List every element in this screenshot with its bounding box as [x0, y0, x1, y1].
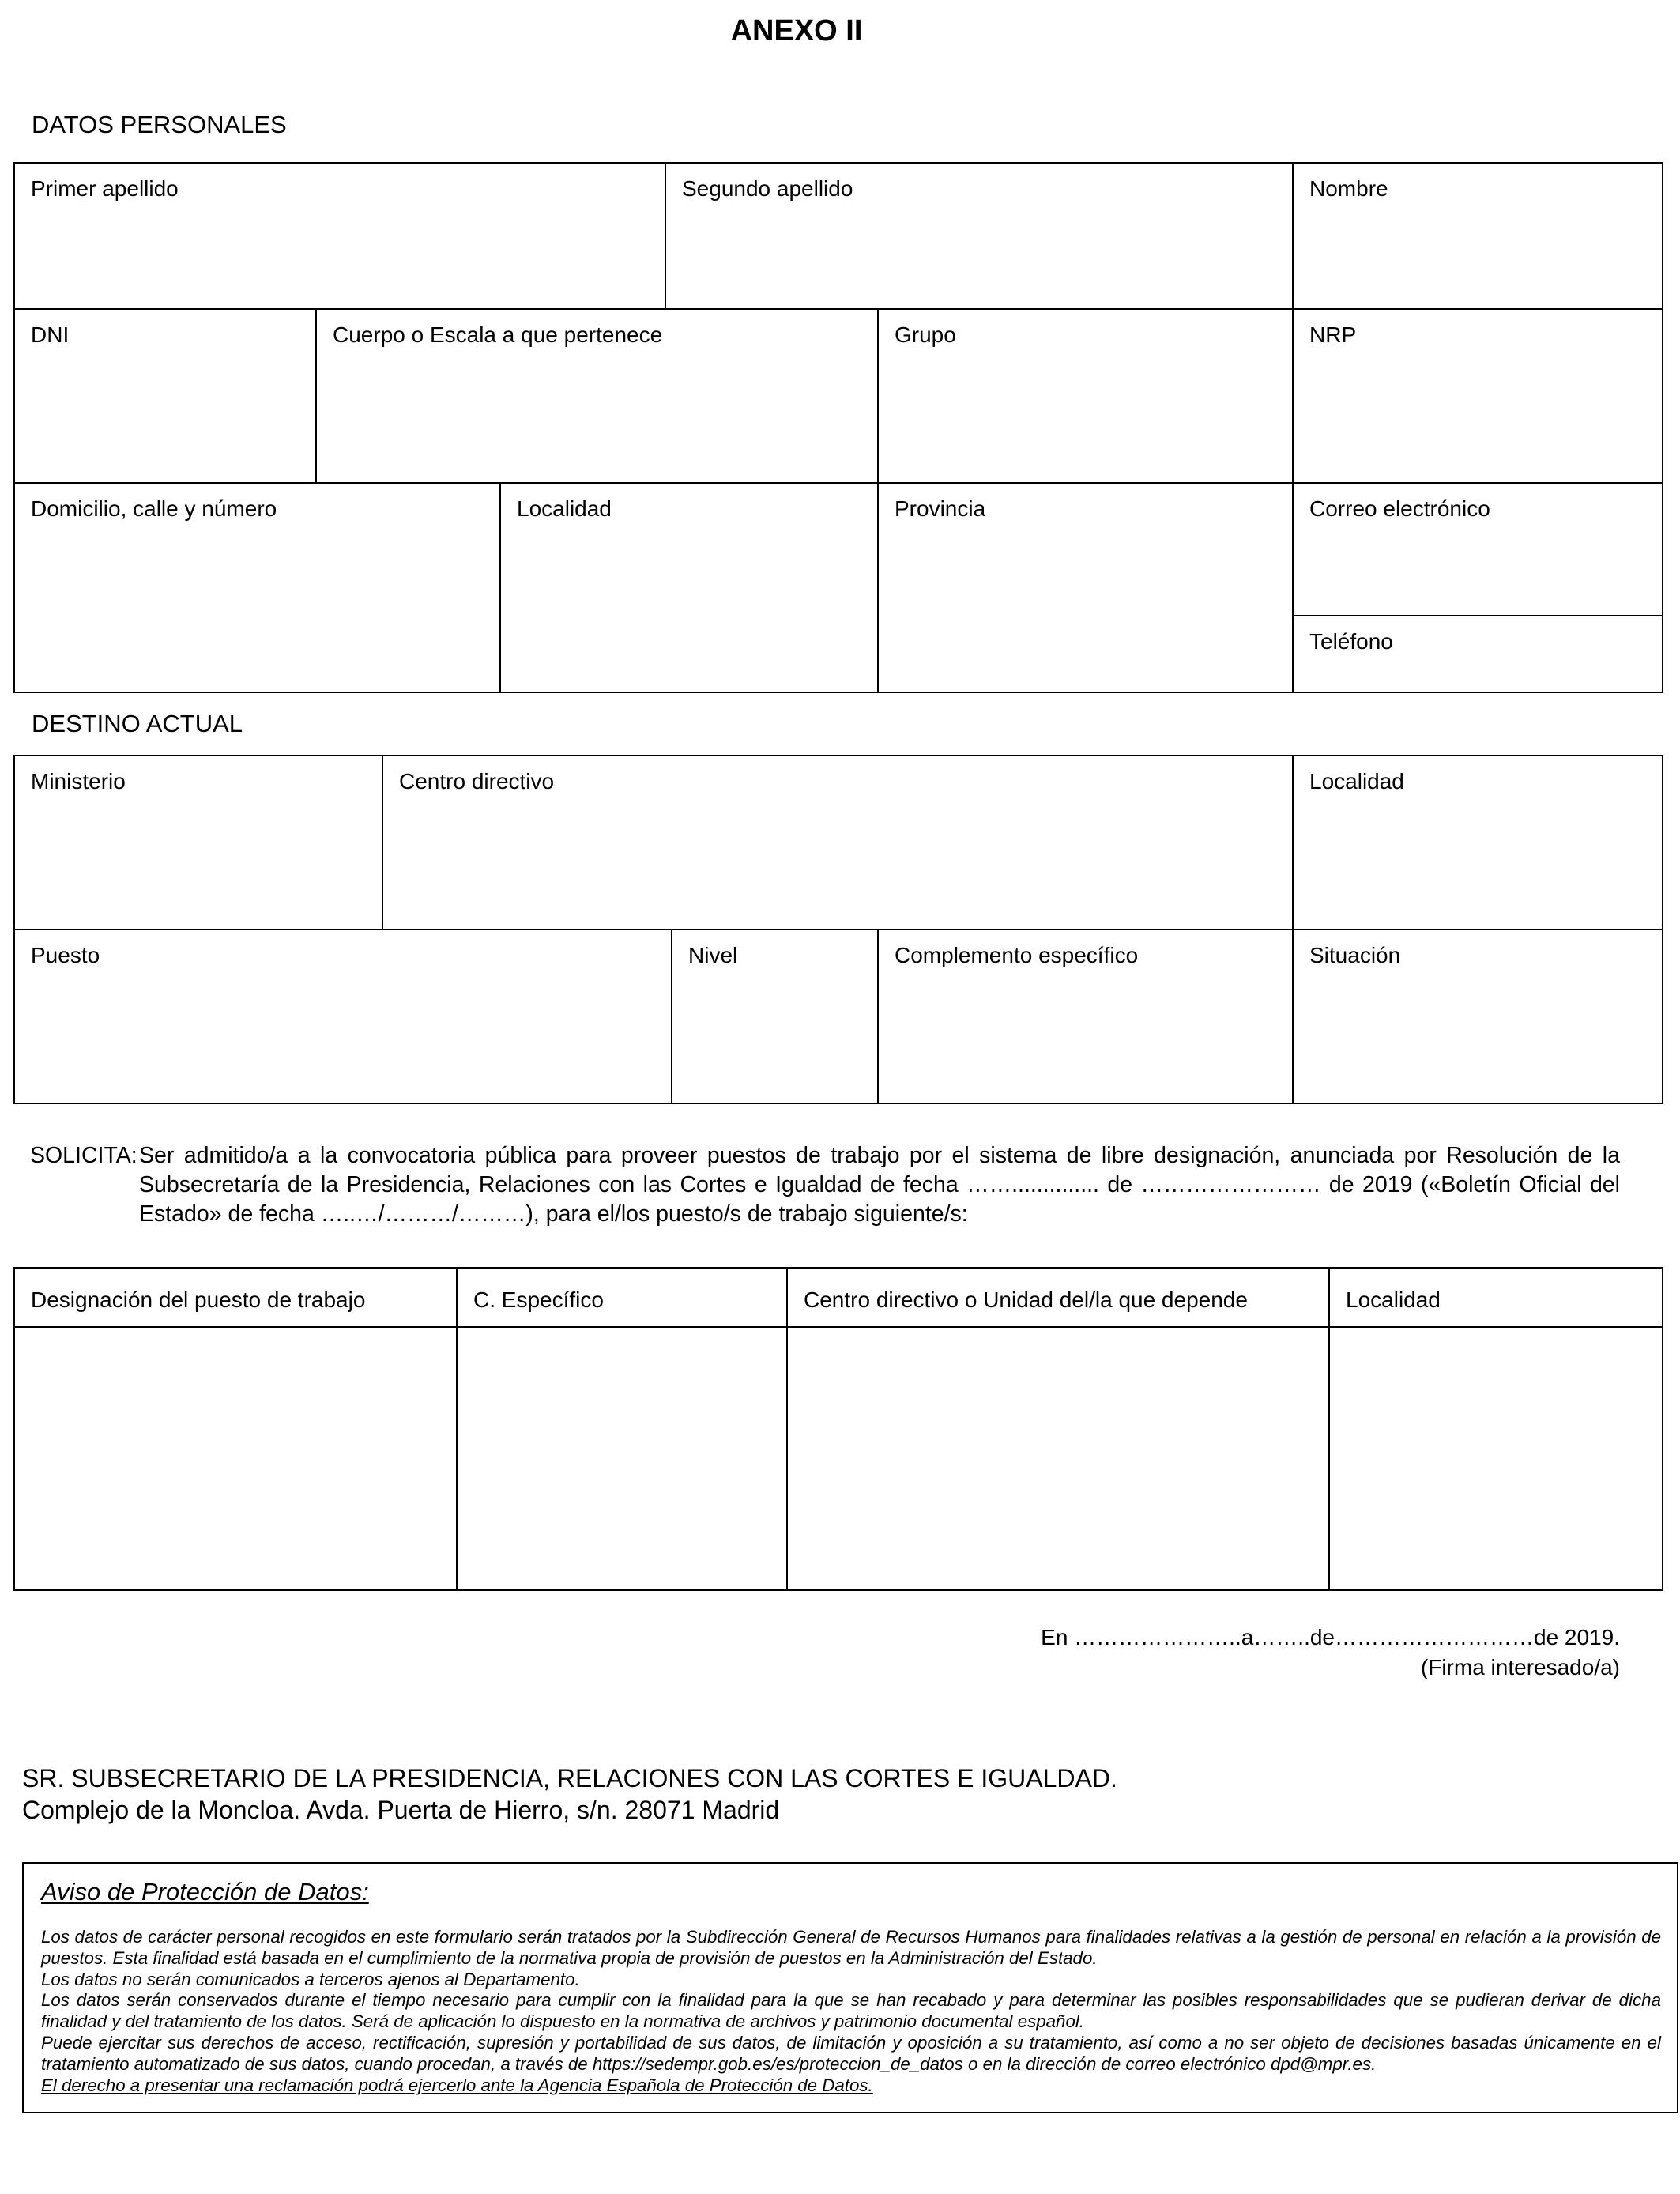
field-localidad[interactable] [501, 484, 879, 692]
destinatario-block [22, 1762, 1117, 1826]
firma-lugar-fecha: En …………………..a……..de………………………de 2019. [1041, 1625, 1620, 1649]
field-label: Localidad [517, 496, 612, 521]
solicita-text: Ser admitido/a a la convocatoria pública para proveer puestos de trabajo por el sistema de libre designación, anunciada por Resolución de la Subsecretaría de la Presidencia, Relaciones con las Cortes e Igualdad de fecha …….............. de …………………… de 2019 («Boletín Oficial del Estado» de fecha …..…/………/………), para el/los puesto/s de trabajo siguiente/s: [139, 1143, 1620, 1227]
aviso-paragraph: Los datos de carácter personal recogidos en este formulario serán tratados por la Subdirección General de Recursos Humanos para finalidades relativas a la gestión de personal en relación a la provisión de puestos. Esta finalidad está basada en el cumplimiento de la normativa propia de provisión de puestos en la Administración del Estado. [41, 1927, 1661, 1968]
field-label: Situación [1309, 943, 1401, 967]
field-ministerio[interactable] [15, 756, 383, 930]
table-header-c-especifico [458, 1269, 788, 1328]
field-centro-directivo[interactable] [383, 756, 1294, 930]
table-header-designacion [15, 1269, 458, 1328]
aviso-paragraph: El derecho a presentar una reclamación podrá ejercerlo ante la Agencia Española de Protección de Datos. [41, 2075, 873, 2095]
field-label: Localidad [1309, 769, 1404, 794]
field-situacion[interactable] [1294, 930, 1662, 1103]
field-nrp[interactable] [1294, 310, 1662, 484]
destinatario-direccion: Complejo de la Moncloa. Avda. Puerta de Hierro, s/n. 28071 Madrid [22, 1796, 780, 1824]
destino-actual-table [13, 755, 1663, 1104]
field-correo-electronico[interactable] [1294, 484, 1662, 616]
table-cell-designacion[interactable] [15, 1328, 458, 1589]
table-cell-c-especifico[interactable] [458, 1328, 788, 1589]
field-label: Teléfono [1309, 629, 1393, 654]
datos-personales-table [13, 162, 1663, 693]
field-provincia[interactable] [879, 484, 1294, 692]
field-localidad-destino[interactable] [1294, 756, 1662, 930]
field-label: Correo electrónico [1309, 496, 1490, 521]
aviso-paragraph: Puede ejercitar sus derechos de acceso, rectificación, supresión y portabilidad de sus datos, de limitación y oposición a su tratamiento, así como a no ser objeto de decisiones basadas únicamente en el tratamiento automatizado de sus datos, cuando procedan, a través de https://sedempr.gob.es/es/proteccion_de_datos o en la dirección de correo electrónico dpd@mpr.es. [41, 2032, 1661, 2074]
field-label: Grupo [895, 322, 956, 347]
field-dni[interactable] [15, 310, 317, 484]
field-puesto[interactable] [15, 930, 672, 1103]
field-cuerpo-escala[interactable] [317, 310, 879, 484]
aviso-paragraph: Los datos serán conservados durante el tiempo necesario para cumplir con la finalidad para la que se han recabado y para determinar las posibles responsabilidades que se pudieran derivar de dicha finalidad y del tratamiento de los datos. Será de aplicación lo dispuesto en la normativa de archivos y patrimonio documental español. [41, 1990, 1661, 2032]
section-destino-actual: DESTINO ACTUAL [32, 710, 243, 737]
destinatario-cargo: SR. SUBSECRETARIO DE LA PRESIDENCIA, RELACIONES CON LAS CORTES E IGUALDAD. [22, 1764, 1117, 1793]
table-cell-centro-directivo[interactable] [788, 1328, 1330, 1589]
aviso-heading: Aviso de Protección de Datos: [41, 1878, 369, 1906]
field-segundo-apellido[interactable] [666, 164, 1294, 310]
field-label: Nivel [688, 943, 738, 967]
field-label: Nombre [1309, 176, 1388, 201]
aviso-paragraph: Los datos no serán comunicados a terceros ajenos al Departamento. [41, 1969, 580, 1989]
field-label: Primer apellido [31, 176, 179, 201]
aviso-proteccion-datos [22, 1862, 1678, 2113]
solicita-label: SOLICITA: [30, 1143, 137, 1168]
table-header-centro-directivo [788, 1269, 1330, 1328]
section-datos-personales: DATOS PERSONALES [32, 111, 287, 138]
column-header: Designación del puesto de trabajo [31, 1287, 366, 1312]
field-grupo[interactable] [879, 310, 1294, 484]
field-label: DNI [31, 322, 70, 347]
field-label: Centro directivo [399, 769, 555, 794]
column-header: C. Específico [473, 1287, 604, 1312]
field-nivel[interactable] [672, 930, 879, 1103]
field-label: Complemento específico [895, 943, 1139, 967]
firma-block [1041, 1623, 1620, 1683]
table-header-localidad [1330, 1269, 1662, 1328]
field-primer-apellido[interactable] [15, 164, 666, 310]
puestos-solicitados-table [13, 1267, 1663, 1591]
page-title: ANEXO II [730, 14, 863, 47]
field-label: Cuerpo o Escala a que pertenece [333, 322, 663, 347]
column-header: Localidad [1346, 1287, 1441, 1312]
field-complemento-especifico[interactable] [879, 930, 1294, 1103]
field-label: Segundo apellido [682, 176, 853, 201]
field-telefono[interactable] [1294, 616, 1662, 692]
field-domicilio[interactable] [15, 484, 501, 692]
field-label: Puesto [31, 943, 100, 967]
field-label: Domicilio, calle y número [31, 496, 277, 521]
field-label: NRP [1309, 322, 1357, 347]
field-label: Ministerio [31, 769, 126, 794]
table-cell-localidad[interactable] [1330, 1328, 1662, 1589]
field-nombre[interactable] [1294, 164, 1662, 310]
field-label: Provincia [895, 496, 986, 521]
column-header: Centro directivo o Unidad del/la que depende [804, 1287, 1248, 1312]
firma-interesado: (Firma interesado/a) [1420, 1655, 1620, 1679]
